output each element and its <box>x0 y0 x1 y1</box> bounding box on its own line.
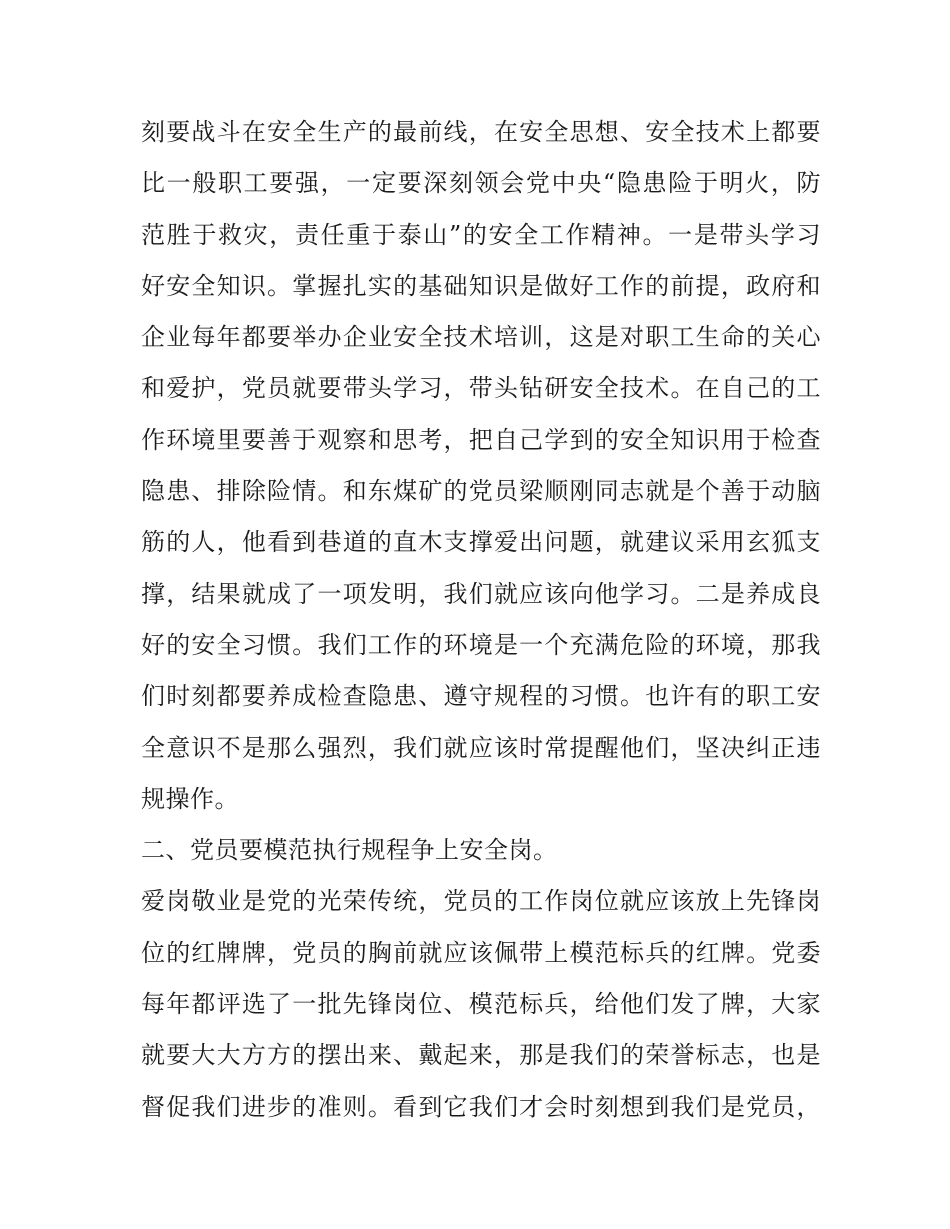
text-line: 和爱护，党员就要带头学习，带头钻研安全技术。在自己的工 <box>141 374 821 403</box>
text-line: 范胜于救灾，责任重于泰山”的安全工作精神。一是带头学习 <box>141 220 821 249</box>
text-line: 隐患、排除险情。和东煤矿的党员梁顺刚同志就是个善于动脑 <box>141 477 821 506</box>
text-line: 刻要战斗在安全生产的最前线，在安全思想、安全技术上都要 <box>141 118 821 146</box>
text-line: 位的红牌牌，党员的胸前就应该佩带上模范标兵的红牌。党委 <box>141 938 821 967</box>
text-line: 全意识不是那么强烈，我们就应该时常提醒他们，坚决纠正违 <box>141 733 821 762</box>
text-line: 们时刻都要养成检查隐患、遵守规程的习惯。也许有的职工安 <box>141 682 821 711</box>
text-line: 比一般职工要强，一定要深刻领会党中央“隐患险于明火，防 <box>141 169 821 198</box>
body-text <box>141 107 821 1133</box>
text-line: 就要大大方方的摆出来、戴起来，那是我们的荣誉标志，也是 <box>141 1041 821 1070</box>
paragraph-end-line: 规操作。 <box>141 784 239 813</box>
text-line: 每年都评选了一批先锋岗位、模范标兵，给他们发了牌，大家 <box>141 990 821 1019</box>
text-line: 好的安全习惯。我们工作的环境是一个充满危险的环境，那我 <box>141 630 821 659</box>
text-line: 筋的人，他看到巷道的直木支撑爱出问题，就建议采用玄狐支 <box>141 528 821 557</box>
section-heading: 二、党员要模范执行规程争上安全岗。 <box>141 836 558 865</box>
text-line: 督促我们进步的准则。看到它我们才会时刻想到我们是党员， <box>141 1092 821 1121</box>
text-line: 企业每年都要举办企业安全技术培训，这是对职工生命的关心 <box>141 323 821 352</box>
text-line: 爱岗敬业是党的光荣传统，党员的工作岗位就应该放上先锋岗 <box>141 887 821 916</box>
text-line: 撑，结果就成了一项发明，我们就应该向他学习。二是养成良 <box>141 579 821 608</box>
text-line: 作环境里要善于观察和思考，把自己学到的安全知识用于检查 <box>141 425 821 454</box>
text-line: 好安全知识。掌握扎实的基础知识是做好工作的前提，政府和 <box>141 271 821 300</box>
